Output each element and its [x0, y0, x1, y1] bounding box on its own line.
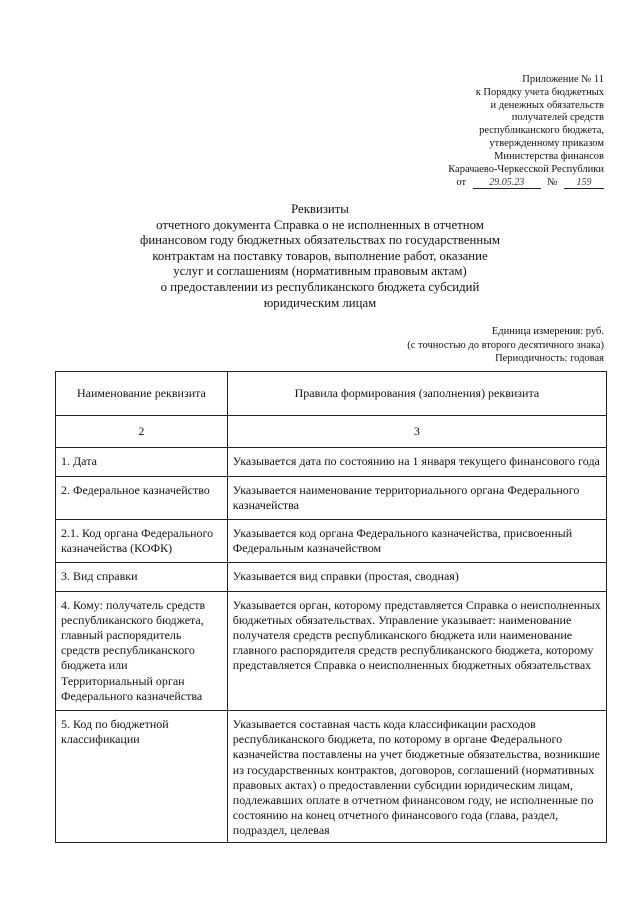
appendix-line: республиканского бюджета,	[479, 125, 604, 137]
column-number: 3	[227, 416, 606, 448]
appendix-line: Приложение № 11	[522, 74, 604, 85]
title-line: о предоставлении из республиканского бюджета субсидий	[160, 279, 480, 294]
appendix-line: к Порядку учета бюджетных	[475, 86, 604, 98]
table-header-row	[56, 372, 607, 416]
table-row	[56, 448, 607, 476]
order-date-value: 29.05.23	[473, 177, 541, 189]
requisite-name: 4. Кому: получатель средств республиканского бюджета, главный распорядитель средств республиканского бюджета или Территориальный орган Федерального казначейства	[56, 591, 228, 710]
periodicity: Периодичность: годовая	[495, 353, 604, 365]
requisite-rule: Указывается составная часть кода классификации расходов республиканского бюджета, по которому в органе Федерального казначейства поставлены на учет бюджетные обязательства, возникшие из государственных контрактов, договоров, соглашений (нормативных правовых актах) о предоставлении субсидии юридическим лицам, подлежавших оплате в отчетном финансовом году, не исполненные по состоянию на конец отчетного финансового года (глава, раздел, подраздел, целевая	[227, 711, 606, 843]
appendix-line: Министерства финансов	[494, 150, 604, 162]
requisite-name: 2. Федеральное казначейство	[56, 476, 228, 519]
table-row	[56, 520, 607, 563]
precision-note: (с точностью до второго десятичного знака)	[407, 339, 604, 351]
table-row	[56, 476, 607, 519]
order-date-line	[344, 177, 604, 190]
requisite-name: 1. Дата	[56, 448, 228, 476]
appendix-line: и денежных обязательств	[490, 99, 604, 111]
table-row	[56, 563, 607, 591]
table-row	[56, 711, 607, 843]
column-header-name: Наименование реквизита	[56, 372, 228, 416]
from-label: от	[456, 177, 467, 189]
column-number: 2	[56, 416, 228, 448]
requisite-rule: Указывается наименование территориального органа Федерального казначейства	[227, 476, 606, 519]
order-number-value: 159	[564, 177, 604, 189]
title-line: юридическим лицам	[263, 295, 377, 310]
table-row	[56, 591, 607, 710]
title-line: Реквизиты	[291, 202, 349, 216]
requisites-table	[55, 371, 607, 843]
title-line: контрактам на поставку товаров, выполнение работ, оказание	[152, 248, 488, 263]
requisite-name: 5. Код по бюджетной классификации	[56, 711, 228, 843]
requisite-name: 2.1. Код органа Федерального казначейства (КОФК)	[56, 520, 228, 563]
column-header-rule: Правила формирования (заполнения) реквизита	[227, 372, 606, 416]
requisite-rule: Указывается код органа Федерального казначейства, присвоенный Федеральным казначейством	[227, 520, 606, 563]
document-title	[100, 202, 540, 311]
appendix-line: утвержденному приказом	[489, 137, 604, 149]
title-line: финансовом году бюджетных обязательствах по государственным	[140, 233, 500, 248]
appendix-line: получателей средств	[511, 112, 604, 124]
title-line: отчетного документа Справка о не исполненных в отчетном	[156, 217, 484, 232]
number-label: №	[547, 177, 558, 189]
units-block	[304, 325, 604, 366]
unit-of-measure: Единица измерения: руб.	[491, 326, 604, 337]
table-number-row	[56, 416, 607, 448]
appendix-line: Карачаево-Черкесской Республики	[448, 163, 604, 175]
requisite-rule: Указывается дата по состоянию на 1 января текущего финансового года	[227, 448, 606, 476]
appendix-block	[344, 74, 604, 190]
requisite-rule: Указывается орган, которому представляется Справка о неисполненных бюджетных обязательствах. Управление указывает: наименование получателя средств республиканского бюджета или наименование главного распорядителя средств республиканского бюджета, которому представляется Справка о неисполненных бюджетных обязательствах	[227, 591, 606, 710]
requisite-name: 3. Вид справки	[56, 563, 228, 591]
requisite-rule: Указывается вид справки (простая, сводная)	[227, 563, 606, 591]
title-line: услуг и соглашениям (нормативным правовым актам)	[173, 264, 467, 279]
